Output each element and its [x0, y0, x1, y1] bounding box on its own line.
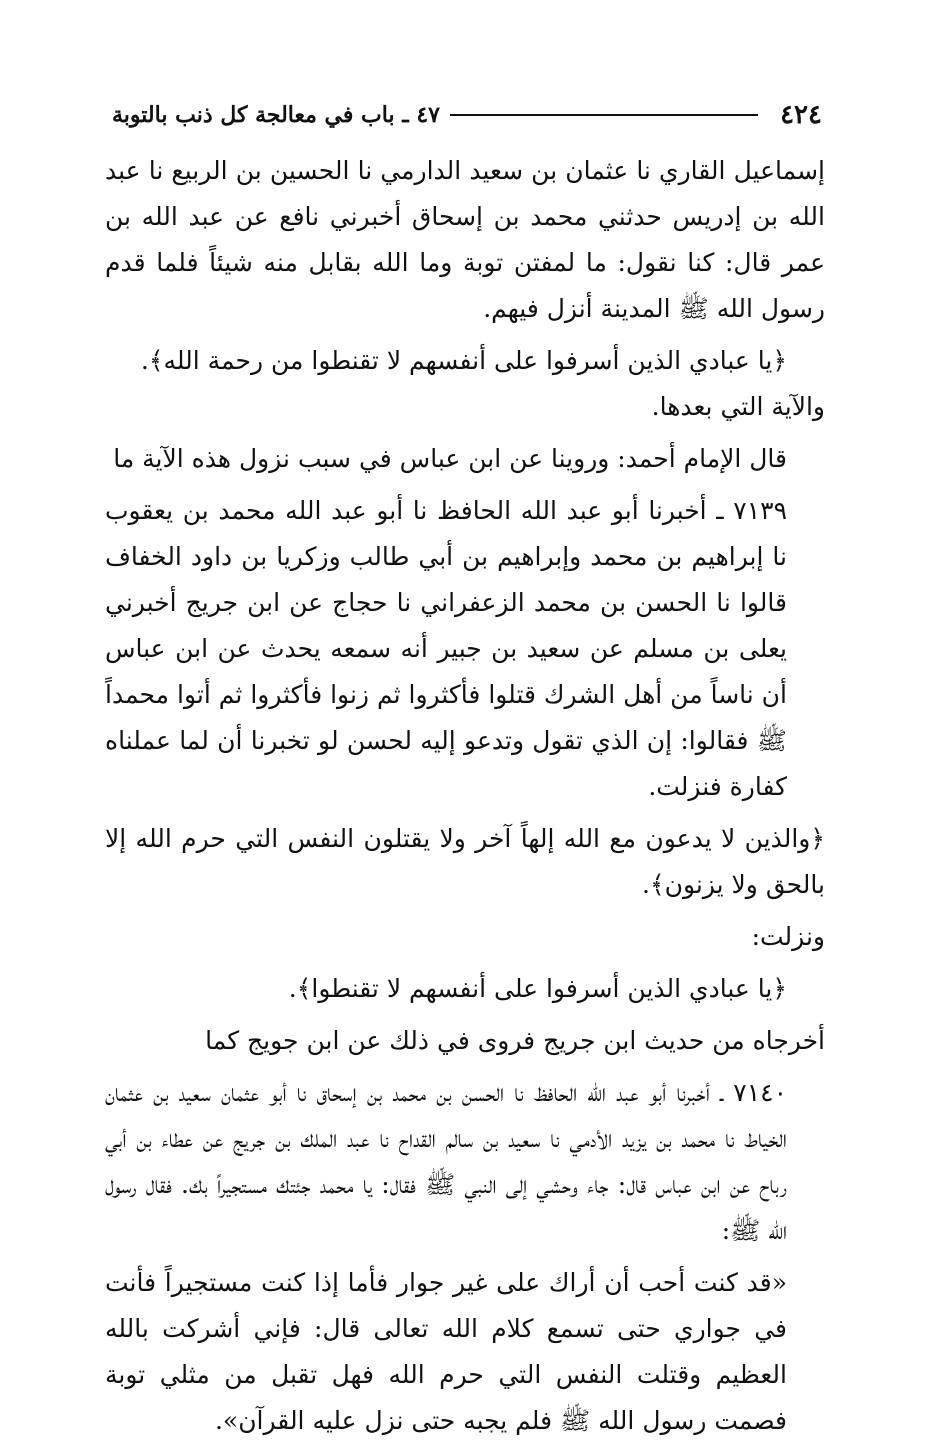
page-header: [112, 98, 822, 132]
paragraph: أخرجاه من حديث ابن جريج فروى في ذلك عن ابن جويج كما: [205, 1026, 825, 1055]
hadith-7139: ٧١٣٩ ـ أخبرنا أبو عبد الله الحافظ نا أبو عبد الله محمد بن يعقوب نا إبراهيم بن محمد وإبراهيم بن أبي طالب وزكريا بن داود الخفاف قالوا نا الحسن بن محمد الزعفراني نا حجاج عن ابن جريج أخبرني يعلى بن مسلم عن سعيد بن جبير أنه سمعه يحدث عن ابن عباس أن ناساً من أهل الشرك قتلوا فأكثروا ثم زنوا فأكثروا ثم أتوا محمداً ﷺ فقالوا: إن الذي تقول وتدعو إليه لحسن لو تخبرنا أن لما عملناه كفارة فنزلت.: [105, 496, 787, 801]
page-number: ٤٢٤: [780, 100, 822, 130]
paragraph: قال الإمام أحمد: وروينا عن ابن عباس في سبب نزول هذه الآية ما: [113, 444, 787, 473]
running-title: ٤٧ ـ باب في معالجة كل ذنب بالتوبة: [112, 102, 440, 128]
header-rule: [450, 114, 758, 116]
paragraph-isnad-continuation: إسماعيل القاري نا عثمان بن سعيد الدارمي نا الحسين بن الربيع نا عبد الله بن إدريس حدثني محمد بن إسحاق أخبرني نافع عن عبد الله بن عمر قال: كنا نقول: ما لمفتن توبة وما الله بقابل منه شيئاً فلما قدم رسول الله ﷺ المدينة أنزل فيهم.: [105, 156, 825, 323]
quran-verse: ﴿يا عبادي الذين أسرفوا على أنفسهم لا تقنطوا﴾.: [288, 974, 787, 1003]
page-body: [105, 148, 825, 1450]
quran-verse: ﴿يا عبادي الذين أسرفوا على أنفسهم لا تقنطوا من رحمة الله﴾.: [140, 346, 787, 375]
paragraph: ونزلت:: [751, 922, 825, 951]
hadith-quote: «قد كنت أحب أن أراك على غير جوار فأما إذا كنت مستجيراً فأنت في جواري حتى تسمع كلام الله تعالى قال: فإني أشركت بالله العظيم وقتلت النفس التي حرم الله فهل تقبل من مثلي توبة فصمت رسول الله ﷺ فلم يجبه حتى نزل عليه القرآن».: [105, 1268, 787, 1435]
hadith-7140: ٧١٤٠ ـ أخبرنا أبو عبد الله الحافظ نا الحسن بن محمد بن إسحاق نا أبو عثمان سعيد بن عثمان الخياط نا محمد بن يزيد الأدمي نا سعيد بن سالم القداح نا عبد الملك بن جريج عن عطاء بن أبي رباح عن ابن عباس قال: جاء وحشي إلى النبي ﷺ فقال: يا محمد جئتك مستجيراً بك. فقال رسول الله ﷺ:: [105, 1078, 787, 1245]
quran-verse: ﴿والذين لا يدعون مع الله إلهاً آخر ولا يقتلون النفس التي حرم الله إلا بالحق ولا يزنون﴾.: [105, 824, 825, 899]
paragraph: والآية التي بعدها.: [651, 392, 825, 421]
